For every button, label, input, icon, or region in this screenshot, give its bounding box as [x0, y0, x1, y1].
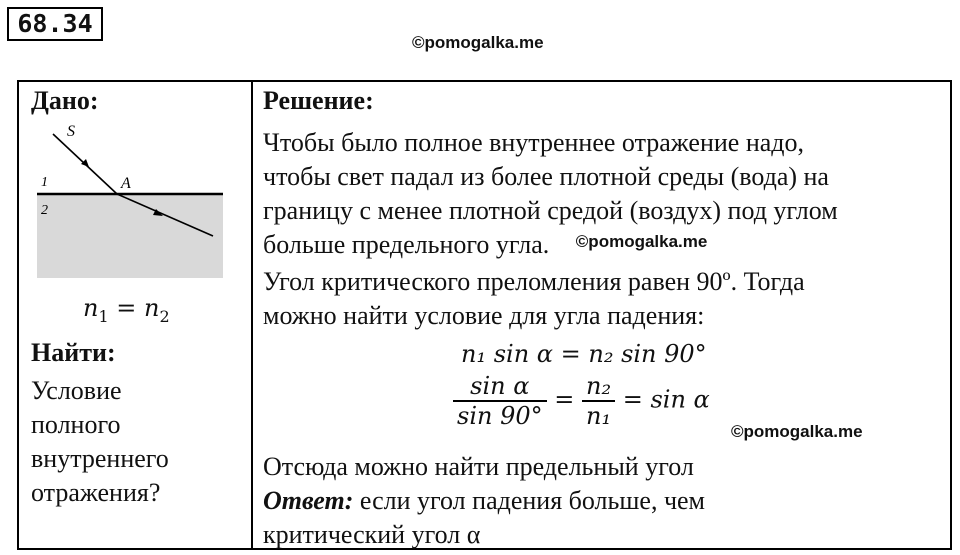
- label-s: S: [67, 123, 75, 140]
- given-condition: $n_1 = n_2$: [83, 294, 170, 326]
- solution-title: Решение:: [263, 86, 374, 115]
- equation-2: $\frac{\text{sin α}}{\sin 90^\circ}$ = $\frac{\text{n₂}}{\text{n₁}}$ = sin α: [453, 372, 710, 430]
- label-medium-2: 2: [41, 203, 48, 218]
- watermark-top: ©pomogalka.me: [412, 33, 544, 52]
- fraction-sin: $\frac{\text{sin α}}{\sin 90^\circ}$: [453, 372, 547, 430]
- watermark-middle: ©pomogalka.me: [575, 232, 708, 251]
- label-a: A: [121, 175, 131, 192]
- find-title: Найти:: [31, 338, 116, 367]
- refraction-figure: [31, 120, 231, 280]
- solution-cell: [252, 81, 951, 549]
- solution-text: Чтобы было полное внутреннее отражение надо, чтобы свет падал из более плотной среды (вода) на границу с менее плотной средой (воздух) под углом больше предельного угла. $^{©pomogalka.me}$ Угол критического преломления равен 90º. Тогда можно найти условие для угла падения:: [263, 128, 838, 330]
- problem-number: 68.34: [7, 7, 103, 41]
- find-text: Условие полного внутреннего отражения?: [31, 376, 169, 507]
- label-medium-1: 1: [41, 175, 48, 190]
- answer-label: Ответ:: [263, 486, 354, 515]
- given-title: Дано:: [31, 86, 99, 115]
- equation-1: n₁ sin α = n₂ sin 90°: [461, 340, 707, 368]
- fraction-n: $\frac{\text{n₂}}{\text{n₁}}$: [582, 372, 615, 430]
- medium-2-region: [37, 194, 223, 278]
- solution-conclusion: Отсюда можно найти предельный угол Ответ: если угол падения больше, чем критический угол α: [263, 452, 706, 549]
- given-cell: [18, 81, 252, 549]
- watermark-right: ©pomogalka.me: [731, 422, 863, 441]
- solution-table: [17, 80, 952, 550]
